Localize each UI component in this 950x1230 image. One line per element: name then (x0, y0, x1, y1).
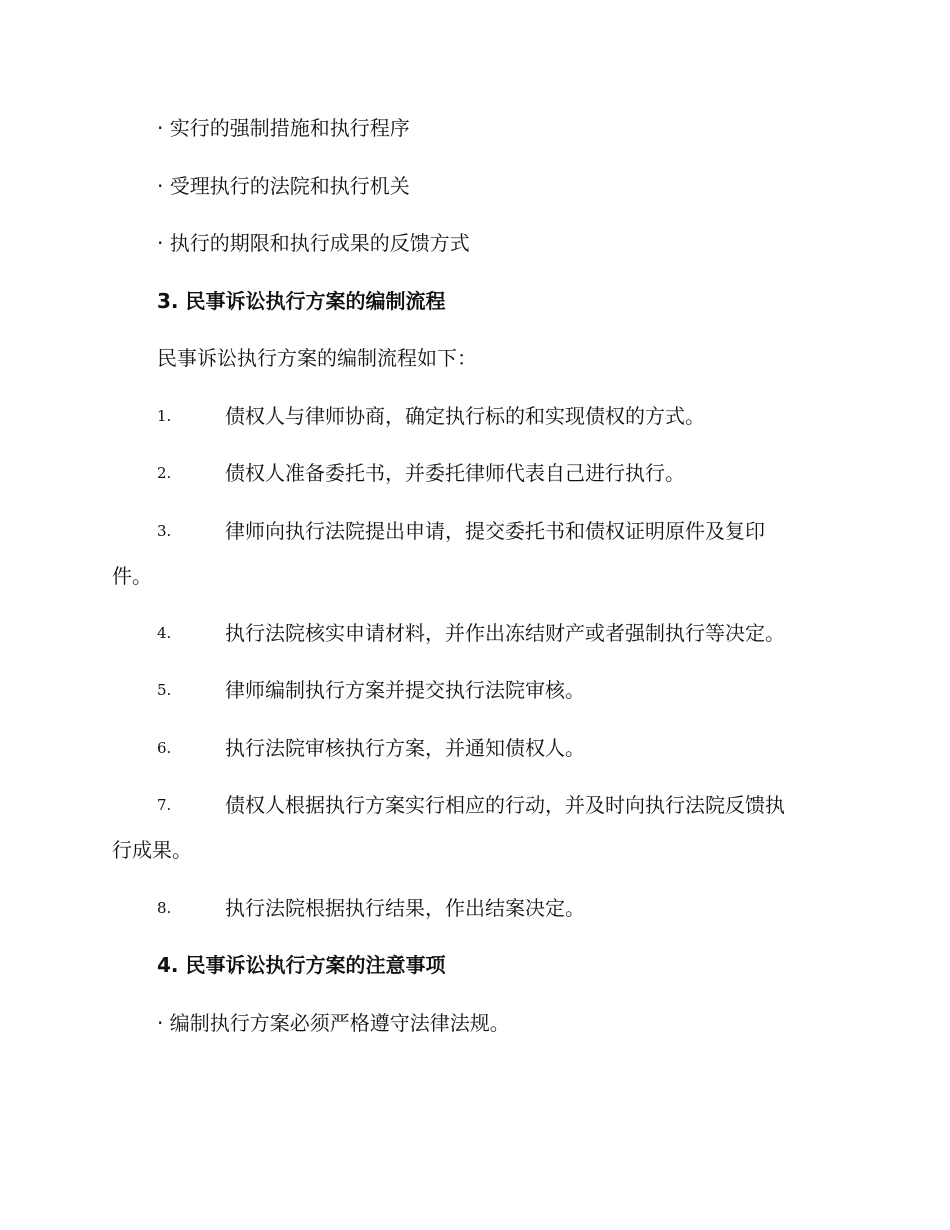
paragraph: 民事诉讼执行方案的编制流程如下： (157, 346, 477, 370)
list-item-continuation: 件。 (112, 564, 152, 588)
list-number: 3. (157, 522, 172, 540)
list-item-text: 律师向执行法院提出申请，提交委托书和债权证明原件及复印 (225, 519, 765, 543)
list-item-text: 债权人与律师协商，确定执行标的和实现债权的方式。 (225, 404, 705, 428)
list-item-text: 执行法院核实申请材料，并作出冻结财产或者强制执行等决定。 (225, 621, 785, 645)
list-item-text: 债权人准备委托书，并委托律师代表自己进行执行。 (225, 461, 685, 485)
list-number: 5. (157, 681, 172, 699)
list-number: 8. (157, 899, 172, 917)
bullet-item: · 编制执行方案必须严格遵守法律法规。 (157, 1011, 510, 1035)
list-number: 1. (157, 407, 172, 425)
list-item-text: 律师编制执行方案并提交执行法院审核。 (225, 678, 585, 702)
list-item-text: 执行法院审核执行方案，并通知债权人。 (225, 736, 585, 760)
list-item-text: 执行法院根据执行结果，作出结案决定。 (225, 896, 585, 920)
list-number: 4. (157, 624, 172, 642)
list-item-continuation: 行成果。 (112, 838, 192, 862)
list-number: 7. (157, 796, 172, 814)
bullet-item: · 执行的期限和执行成果的反馈方式 (157, 231, 470, 255)
bullet-item: · 实行的强制措施和执行程序 (157, 116, 410, 140)
list-number: 6. (157, 739, 172, 757)
section-heading: 4. 民事诉讼执行方案的注意事项 (157, 953, 446, 977)
list-item-text: 债权人根据执行方案实行相应的行动，并及时向执行法院反馈执 (225, 793, 785, 817)
list-number: 2. (157, 464, 172, 482)
bullet-item: · 受理执行的法院和执行机关 (157, 174, 410, 198)
section-heading: 3. 民事诉讼执行方案的编制流程 (157, 289, 446, 313)
